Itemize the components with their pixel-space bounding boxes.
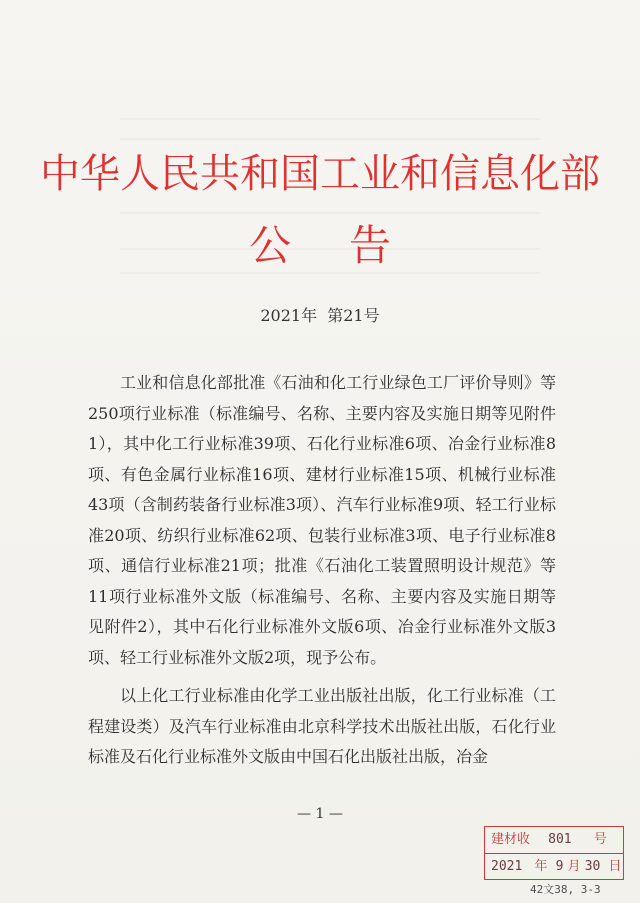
- stamp-year-unit: 年: [534, 859, 548, 874]
- stamp-month-unit: 月: [567, 859, 581, 874]
- document-number: 2021年 第21号: [260, 306, 380, 325]
- stamp-month: 9: [555, 859, 564, 874]
- stamp-year: 2021: [491, 859, 523, 874]
- issuer-title: 中华人民共和国工业和信息化部: [40, 151, 600, 197]
- stamp-day-unit: 日: [608, 859, 622, 874]
- stamp-number-value: 801: [548, 832, 572, 847]
- receipt-stamp: [484, 826, 624, 880]
- paragraph: 工业和信息化部批准《石油和化工行业绿色工厂评价导则》等250项行业标准（标准编号、名称、主要内容及实施日期等见附件1），其中化工行业标准39项、石化行业标准6项、冶金行业标准8项、有色金属行业标准16项、建材行业标准15项、机械行业标准43项（含制药装备行业标准3项）、汽车行业标准9项、轻工行业标准20项、纺织行业标准62项、包装行业标准3项、电子行业标准8项、通信行业标准21项；批准《石油化工装置照明设计规范》等11项行业标准外文版（标准编号、名称、主要内容及实施日期等见附件2），其中石化行业标准外文版6项、冶金行业标准外文版3项、轻工行业标准外文版2项，现予公布。: [88, 373, 556, 667]
- paragraph: 以上化工行业标准由化学工业出版社出版，化工行业标准（工程建设类）及汽车行业标准由北京科学技术出版社出版，石化行业标准及石化行业标准外文版由中国石化出版社出版，冶金: [88, 686, 556, 766]
- bleed-through-line: [120, 272, 540, 274]
- stamp-row-date: [485, 853, 623, 880]
- stamp-number-suffix: 号: [593, 832, 607, 847]
- stamp-label: 建材收: [491, 832, 531, 847]
- page-number: — 1 —: [297, 806, 343, 822]
- stamp-row-number: [485, 827, 623, 853]
- announcement-char-2: 告: [349, 221, 392, 270]
- announcement-heading: [0, 220, 640, 272]
- bleed-through-line: [120, 138, 540, 140]
- bleed-through-line: [120, 118, 540, 120]
- handwritten-note: 42文38, 3-3: [530, 883, 601, 896]
- stamp-day: 30: [584, 859, 601, 874]
- body-text: [88, 368, 556, 781]
- announcement-char-1: 公: [248, 221, 291, 270]
- bleed-through-line: [120, 212, 540, 214]
